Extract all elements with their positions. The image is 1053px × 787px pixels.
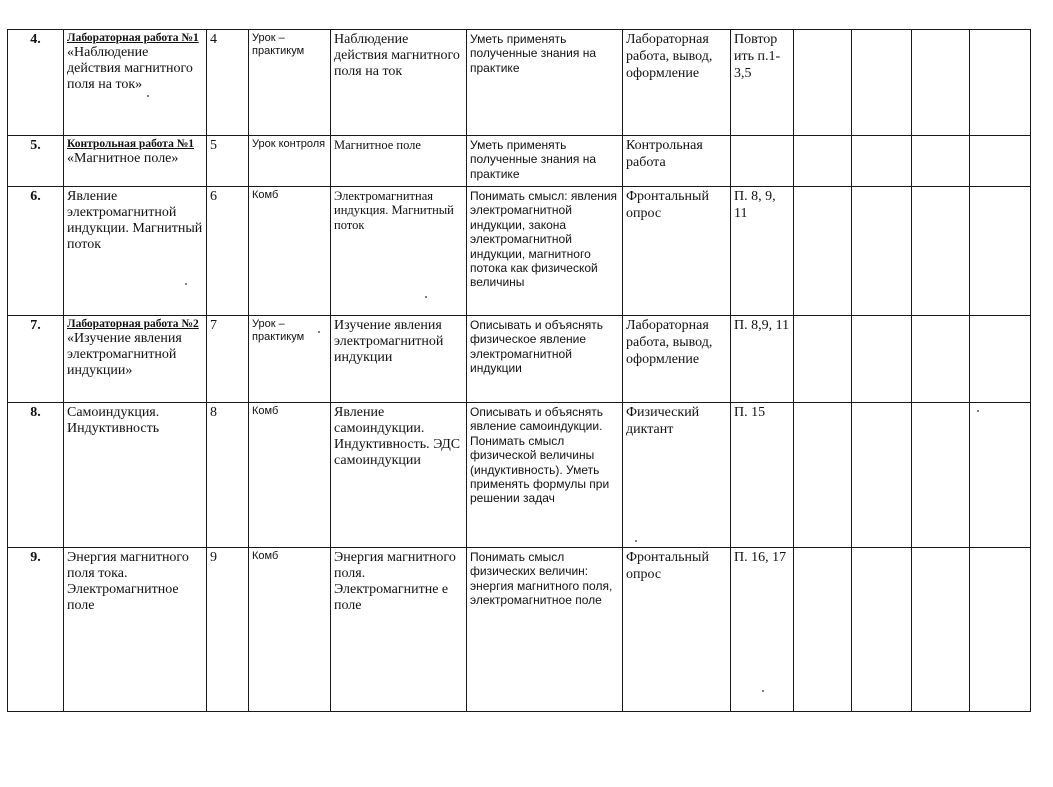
lesson-text: Явление электромагнитной индукции. Магнитный поток xyxy=(67,189,203,253)
lesson-requirements: Понимать смысл физических величин: энергия магнитного поля, электромагнитное поле xyxy=(467,548,623,712)
scan-speck xyxy=(977,410,979,412)
lesson-text: «Наблюдение действия магнитного поля на ток» xyxy=(67,45,193,93)
lesson-topic-cell xyxy=(64,187,207,316)
table-row xyxy=(8,187,1031,316)
lesson-topic-cell xyxy=(64,30,207,136)
empty-cell xyxy=(794,548,852,712)
lesson-text: «Изучение явления электромагнитной индукции» xyxy=(67,331,182,379)
lesson-requirements: Описывать и объяснять явление самоиндукции. Понимать смысл физической величины (индуктивность). Уметь применять формулы при решении задач xyxy=(467,403,623,548)
lesson-content: Магнитное поле xyxy=(331,136,467,187)
empty-cell xyxy=(852,403,912,548)
table-row xyxy=(8,30,1031,136)
lesson-control: Лабораторная работа, вывод, оформление xyxy=(623,316,731,403)
lesson-homework: П. 8, 9, 11 xyxy=(731,187,794,316)
empty-cell xyxy=(852,316,912,403)
scan-speck xyxy=(762,690,764,692)
empty-cell xyxy=(912,187,970,316)
lesson-text: Энергия магнитного поля тока. Электромагнитное поле xyxy=(67,550,189,614)
scan-speck xyxy=(147,95,149,97)
lesson-index: 9 xyxy=(207,548,249,712)
lesson-topic-cell xyxy=(64,548,207,712)
lesson-control: Фронтальный опрос xyxy=(623,187,731,316)
empty-cell xyxy=(852,30,912,136)
row-number: 7. xyxy=(8,316,64,403)
row-number: 9. xyxy=(8,548,64,712)
lesson-index: 4 xyxy=(207,30,249,136)
lesson-content: Изучение явления электромагнитной индукции xyxy=(331,316,467,403)
lesson-index: 7 xyxy=(207,316,249,403)
lesson-index: 5 xyxy=(207,136,249,187)
document-page xyxy=(7,0,1030,787)
lesson-content: Наблюдение действия магнитного поля на ток xyxy=(331,30,467,136)
empty-cell xyxy=(852,548,912,712)
empty-cell xyxy=(794,403,852,548)
lesson-type: Комб xyxy=(249,548,331,712)
lesson-requirements: Уметь применять полученные знания на практике xyxy=(467,136,623,187)
lesson-control: Физический диктант xyxy=(623,403,731,548)
table-row xyxy=(8,316,1031,403)
empty-cell xyxy=(912,30,970,136)
lesson-homework xyxy=(731,136,794,187)
empty-cell xyxy=(794,316,852,403)
empty-cell xyxy=(912,403,970,548)
table-row xyxy=(8,136,1031,187)
empty-cell xyxy=(970,30,1031,136)
lesson-control: Контрольная работа xyxy=(623,136,731,187)
scan-speck xyxy=(635,540,637,542)
lesson-topic-cell xyxy=(64,316,207,403)
lesson-type: Урок – практикум xyxy=(249,316,331,403)
empty-cell xyxy=(794,30,852,136)
empty-cell xyxy=(912,316,970,403)
empty-cell xyxy=(794,136,852,187)
row-number: 6. xyxy=(8,187,64,316)
lesson-index: 6 xyxy=(207,187,249,316)
empty-cell xyxy=(852,187,912,316)
empty-cell xyxy=(852,136,912,187)
lesson-type: Комб xyxy=(249,187,331,316)
empty-cell xyxy=(912,136,970,187)
table-row xyxy=(8,403,1031,548)
lesson-content: Энергия магнитного поля. Электромагнитне е поле xyxy=(331,548,467,712)
empty-cell xyxy=(970,316,1031,403)
lesson-index: 8 xyxy=(207,403,249,548)
lesson-homework: П. 15 xyxy=(731,403,794,548)
lesson-homework: Повтор ить п.1-3,5 xyxy=(731,30,794,136)
empty-cell xyxy=(970,548,1031,712)
lesson-type: Комб xyxy=(249,403,331,548)
row-number: 5. xyxy=(8,136,64,187)
lesson-control: Фронтальный опрос xyxy=(623,548,731,712)
lesson-title: Лабораторная работа №2 xyxy=(67,318,199,330)
lesson-requirements: Понимать смысл: явления электромагнитной индукции, закона электромагнитной индукции, магнитного потока как физической величины xyxy=(467,187,623,316)
empty-cell xyxy=(970,187,1031,316)
lesson-plan-table xyxy=(7,29,1031,712)
lesson-title: Лабораторная работа №1 xyxy=(67,32,199,44)
lesson-text: Самоиндукция. Индуктивность xyxy=(67,405,160,437)
lesson-type: Урок – практикум xyxy=(249,30,331,136)
scan-speck xyxy=(425,296,427,298)
scan-speck xyxy=(185,283,187,285)
lesson-control: Лабораторная работа, вывод, оформление xyxy=(623,30,731,136)
lesson-type: Урок контроля xyxy=(249,136,331,187)
scan-speck xyxy=(318,331,320,333)
lesson-homework: П. 16, 17 xyxy=(731,548,794,712)
lesson-topic-cell xyxy=(64,403,207,548)
lesson-title: Контрольная работа №1 xyxy=(67,138,194,150)
lesson-text: «Магнитное поле» xyxy=(67,151,179,167)
lesson-requirements: Уметь применять полученные знания на практике xyxy=(467,30,623,136)
lesson-homework: П. 8,9, 11 xyxy=(731,316,794,403)
empty-cell xyxy=(794,187,852,316)
empty-cell xyxy=(912,548,970,712)
row-number: 8. xyxy=(8,403,64,548)
empty-cell xyxy=(970,136,1031,187)
lesson-requirements: Описывать и объяснять физическое явление электромагнитной индукции xyxy=(467,316,623,403)
empty-cell xyxy=(970,403,1031,548)
table-row xyxy=(8,548,1031,712)
lesson-content: Электромагнитная индукция. Магнитный поток xyxy=(331,187,467,316)
lesson-content: Явление самоиндукции. Индуктивность. ЭДС самоиндукции xyxy=(331,403,467,548)
lesson-topic-cell xyxy=(64,136,207,187)
row-number: 4. xyxy=(8,30,64,136)
